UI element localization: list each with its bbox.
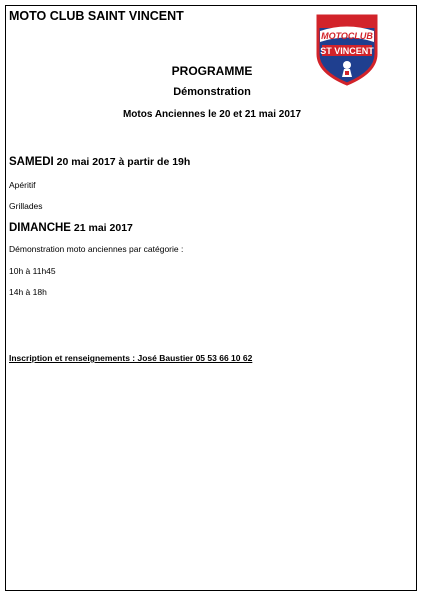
programme-heading: PROGRAMME xyxy=(171,64,253,78)
sunday-time-slot: 14h à 18h xyxy=(9,287,47,297)
saturday-heading xyxy=(9,156,190,168)
event-dates-heading: Motos Anciennes le 20 et 21 mai 2017 xyxy=(122,109,302,120)
sunday-date-text: 21 mai 2017 xyxy=(70,222,133,234)
sunday-day-word: DIMANCHE xyxy=(9,222,71,234)
saturday-item: Apéritif xyxy=(9,180,36,190)
logo-bottom-text: ST VINCENT xyxy=(320,46,374,56)
club-name: MOTO CLUB SAINT VINCENT xyxy=(9,9,184,23)
saturday-item: Grillades xyxy=(9,201,43,211)
sunday-heading xyxy=(9,222,133,234)
sunday-time-slot: 10h à 11h45 xyxy=(9,266,56,276)
sunday-description: Démonstration moto anciennes par catégorie : xyxy=(9,244,184,254)
logo-top-text: MOTOCLUB xyxy=(321,31,373,41)
event-heading: Démonstration xyxy=(173,86,251,98)
contact-info: Inscription et renseignements : José Baustier 05 53 66 10 62 xyxy=(9,353,253,363)
saturday-date-text: 20 mai 2017 à partir de 19h xyxy=(53,156,191,168)
saturday-day-word: SAMEDI xyxy=(9,156,54,168)
